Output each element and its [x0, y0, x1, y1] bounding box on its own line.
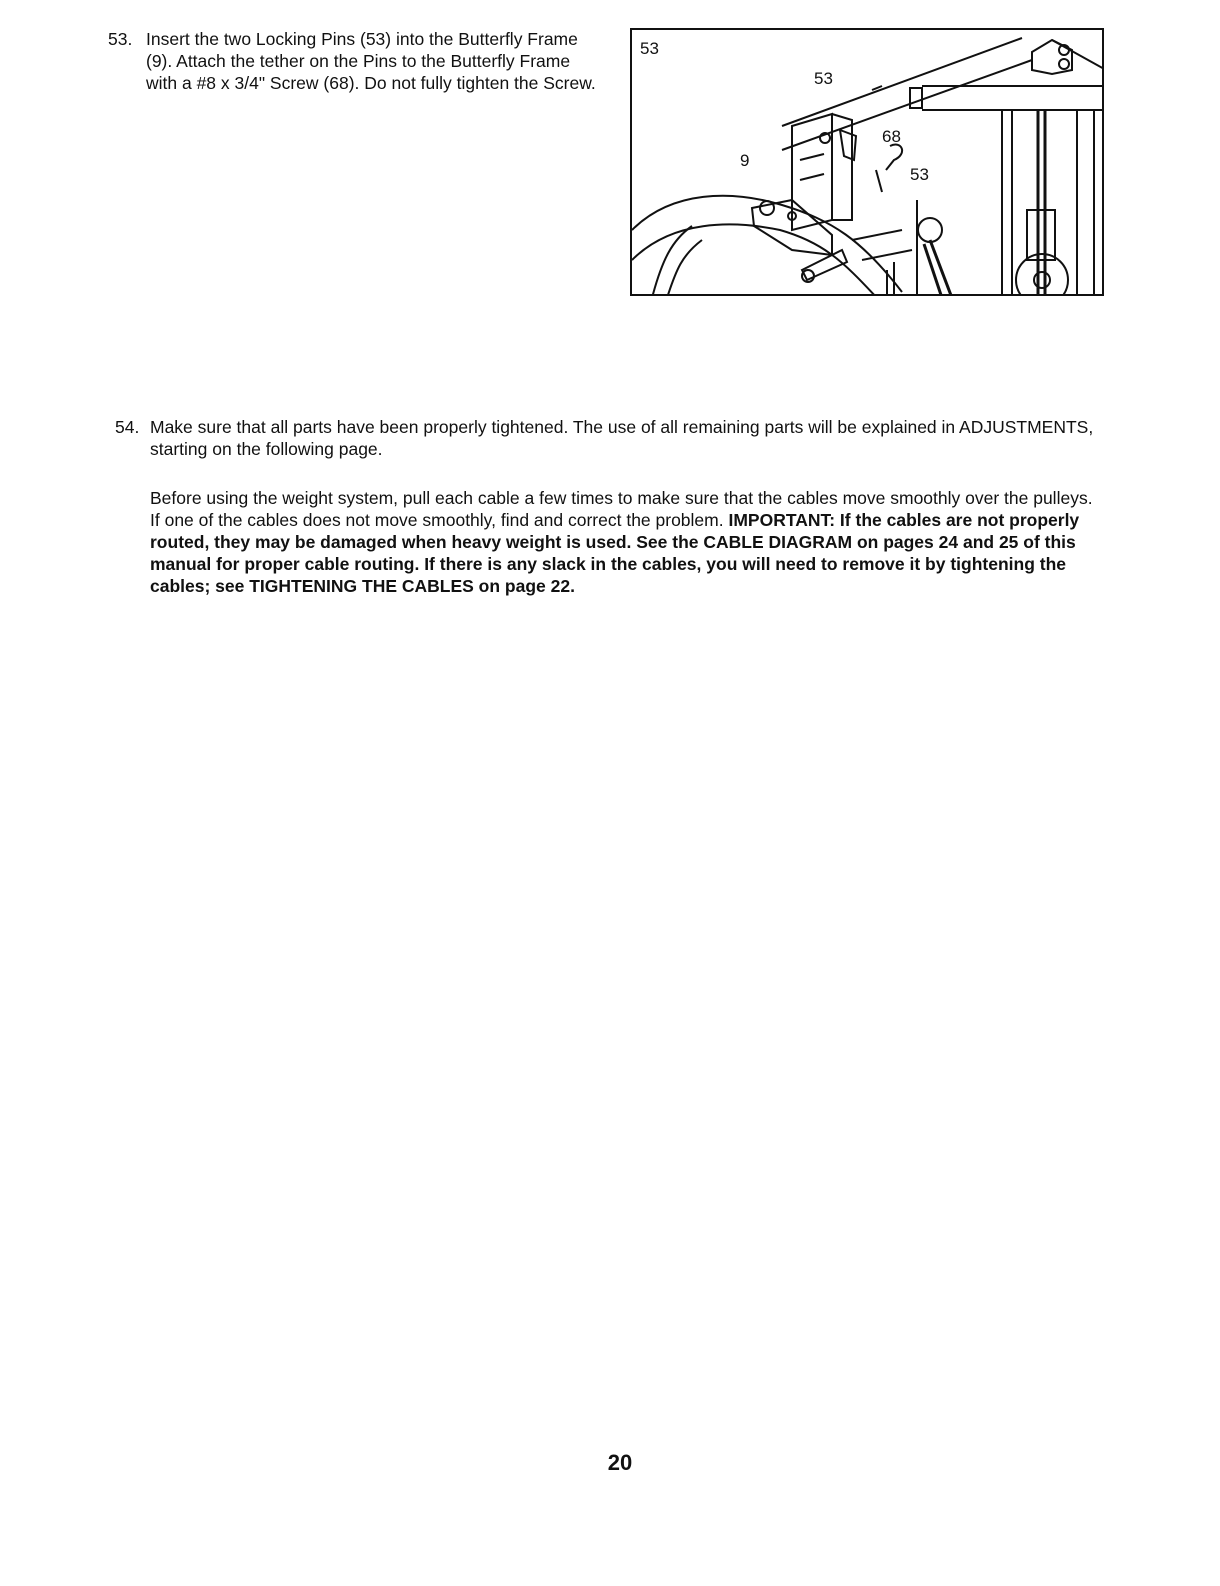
callout-9-frame: 9: [740, 151, 750, 170]
butterfly-arm-outer: [632, 196, 902, 292]
step-53: [108, 28, 608, 128]
callout-53-pin-right: 53: [910, 165, 929, 184]
step-54-para2-normal: Before using the weight system, pull each cable a few times to make sure that the cables move smoothly over the pulleys. If one of the cables does not move smoothly, find and correct the problem.: [150, 488, 1093, 530]
callout-53-pin: 53: [814, 69, 833, 88]
step-54: [115, 416, 1105, 476]
callout-68-screw: 68: [882, 127, 901, 146]
pulley-small: [918, 218, 942, 242]
callout-53-corner: 53: [640, 39, 659, 58]
step-54-paragraph-2: [150, 487, 1100, 597]
step-54-text: Make sure that all parts have been properly tightened. The use of all remaining parts will be explained in ADJUSTMENTS, starting on the following page.: [150, 417, 1094, 459]
page-number: 20: [607, 1450, 633, 1475]
locking-pin: [840, 130, 856, 160]
step-54-number: 54.: [115, 417, 140, 437]
assembly-illustration: [632, 30, 1104, 296]
step-53-number: 53.: [108, 29, 133, 49]
step-54-important-note: IMPORTANT: If the cables are not properly routed, they may be damaged when heavy weight is used. See the CABLE DIAGRAM on pages 24 and 25 of this manual for proper cable routing. If there is any slack in the cables, you will need to remove it by tightening the cables; see TIGHTENING THE CABLES on page 22.: [150, 510, 1080, 596]
tether: [886, 145, 902, 170]
step-53-text: Insert the two Locking Pins (53) into the Butterfly Frame (9). Attach the tether on the Pins to the Butterfly Frame with a #8 x 3/4" Screw (68). Do not fully tighten the Screw.: [146, 29, 596, 93]
butterfly-frame-block: [792, 114, 832, 230]
assembly-figure: [630, 28, 1104, 296]
